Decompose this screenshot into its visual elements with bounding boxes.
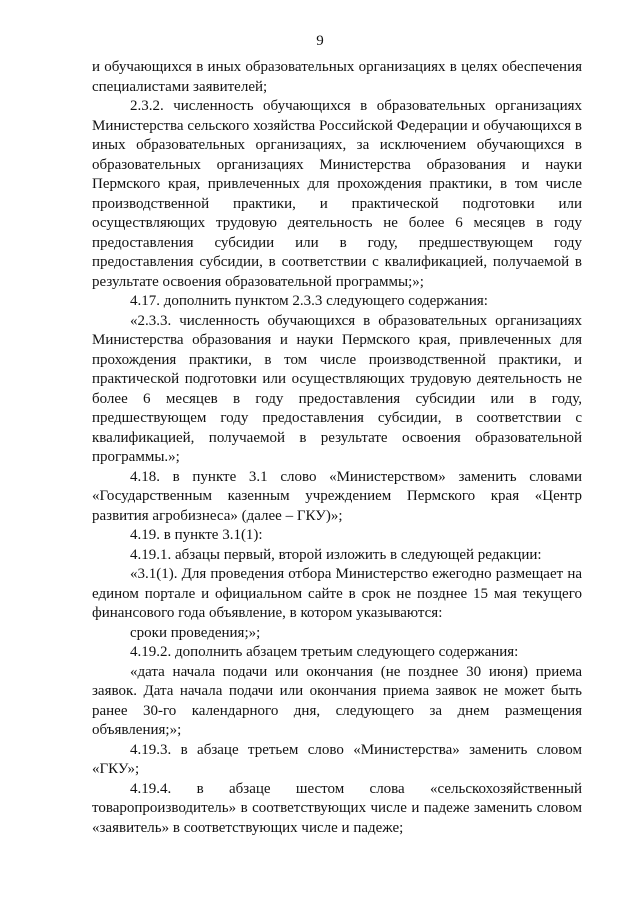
paragraph-3-1-1: «3.1(1). Для проведения отбора Министерство ежегодно размещает на едином портале и официальном сайте в срок не позднее 15 мая текущего финансового года объявление, в котором указываются: xyxy=(92,566,582,621)
paragraph-2-3-2: 2.3.2. численность обучающихся в образовательных организациях Министерства сельского хозяйства Российской Федерации и обучающихся в иных образовательных организациях, за исключением обучающихся в образовательных организациях Министерства образования и науки Пермского края, привлеченных для прохождения практики, в том числе производственной практики, и практической подготовки или осуществляющих трудовую деятельность не более 6 месяцев в году предоставления субсидии или в году, предшествующем году предоставления субсидии, в соответствии с квалификацией, получаемой в результате освоения образовательной программы;»; xyxy=(92,98,582,290)
paragraph-4-18: 4.18. в пункте 3.1 слово «Министерством» заменить словами «Государственным казенным учреждением Пермского края «Центр развития агробизнеса» (далее – ГКУ)»; xyxy=(92,468,582,524)
paragraph-2-3-3: «2.3.3. численность обучающихся в образовательных организациях Министерства образования и науки Пермского края, привлеченных для прохождения практики, в том числе производственной практики, и практической подготовки или осуществляющих трудовую деятельность не более 6 месяцев в году предоставления субсидии или в году, предшествующем году предоставления субсидии, в соответствии с квалификацией, получаемой в результате освоения образовательной программы.»; xyxy=(92,312,582,465)
paragraph-deadlines: сроки проведения;»; xyxy=(130,624,261,641)
paragraph-4-17: 4.17. дополнить пунктом 2.3.3 следующего содержания: xyxy=(130,293,488,309)
page-number: 9 xyxy=(316,33,324,49)
paragraph-4-19-4: 4.19.4. в абзаце шестом слова «сельскохозяйственный товаропроизводитель» в соответствующих числе и падеже заменить словом «заявитель» в соответствующих числе и падеже; xyxy=(92,780,582,836)
paragraph-4-19: 4.19. в пункте 3.1(1): xyxy=(130,527,263,543)
document-body xyxy=(92,58,582,838)
paragraph-4-19-1: 4.19.1. абзацы первый, второй изложить в следующей редакции: xyxy=(130,546,542,563)
paragraph-continuation: и обучающихся в иных образовательных организациях в целях обеспечения специалистами заявителей; xyxy=(92,59,582,95)
paragraph-4-19-3: 4.19.3. в абзаце третьем слово «Министерства» заменить словом «ГКУ»; xyxy=(92,741,582,777)
paragraph-application-dates: «дата начала подачи или окончания (не позднее 30 июня) приема заявок. Дата начала подачи или окончания приема заявок не может быть ранее 30-го календарного дня, следующего за днем размещения объявления;»; xyxy=(92,663,582,738)
paragraph-4-19-2: 4.19.2. дополнить абзацем третьим следующего содержания: xyxy=(130,644,519,660)
